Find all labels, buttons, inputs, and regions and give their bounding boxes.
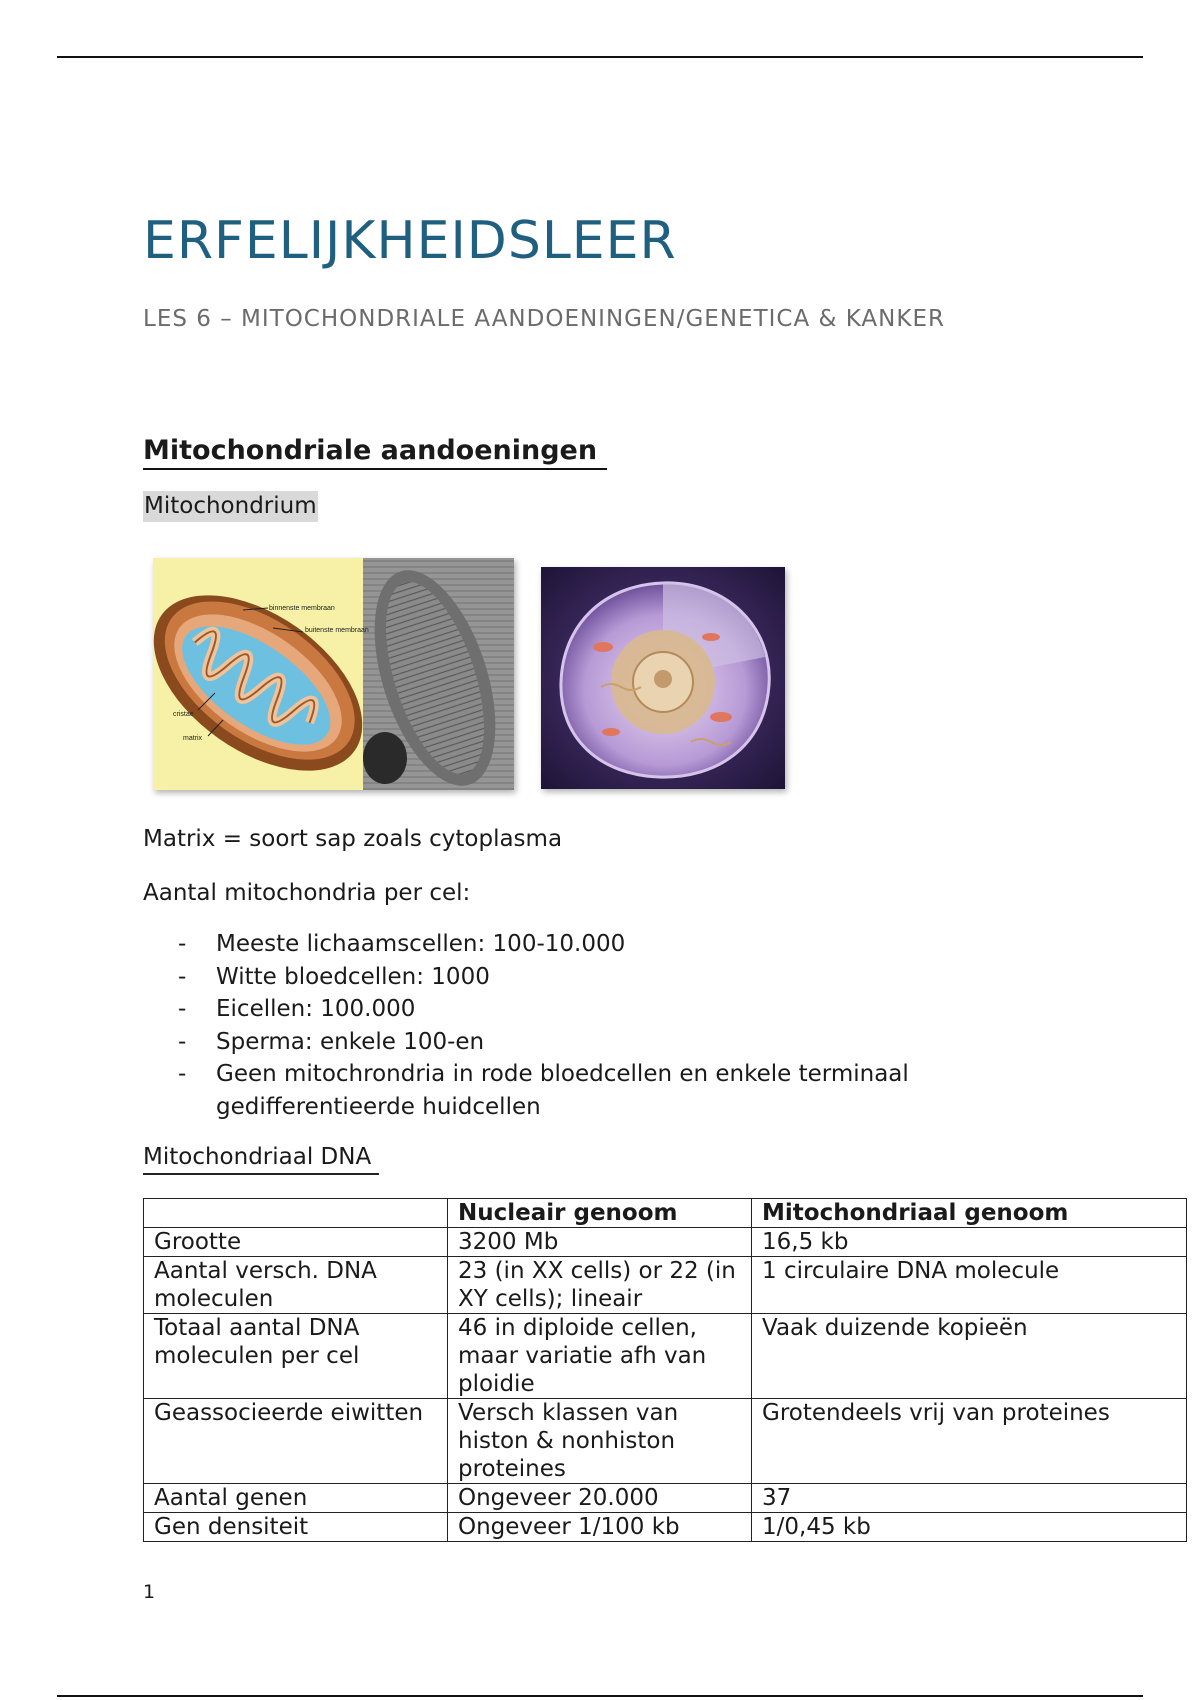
- table-cell: 23 (in XX cells) or 22 (in XY cells); lineair: [448, 1257, 752, 1314]
- list-item: [178, 928, 998, 961]
- mitochondrion-figure: [153, 558, 514, 790]
- table-cell: Ongeveer 20.000: [448, 1484, 752, 1513]
- section-heading: Mitochondriale aandoeningen: [143, 434, 607, 470]
- table-cell: Totaal aantal DNA moleculen per cel: [144, 1314, 448, 1399]
- table-row: [144, 1257, 1187, 1314]
- table-row: [144, 1513, 1187, 1542]
- table-header-cell: Nucleair genoom: [448, 1199, 752, 1228]
- mitochondrion-illustration: [153, 558, 514, 790]
- bullet-dash: -: [178, 963, 187, 990]
- table-row: [144, 1314, 1187, 1399]
- table-cell: 1/0,45 kb: [752, 1513, 1187, 1542]
- bullet-dash: -: [178, 996, 187, 1022]
- list-item: [178, 961, 998, 994]
- table-header-row: [144, 1199, 1187, 1228]
- list-item-text: Geen mitochrondria in rode bloedcellen en enkele terminaal gedifferentieerde huidcellen: [216, 1061, 909, 1120]
- footer-rule: [57, 1695, 1143, 1697]
- list-item-text: Eicellen: 100.000: [216, 996, 416, 1022]
- list-item: [178, 1058, 998, 1123]
- list-item-text: Sperma: enkele 100-en: [216, 1028, 485, 1055]
- genome-comparison-table: [143, 1198, 1187, 1542]
- label-cristae: cristae: [173, 711, 194, 718]
- mitochondria-count-list: [178, 928, 998, 1123]
- table-cell: Geassocieerde eiwitten: [144, 1399, 448, 1484]
- list-item: [178, 993, 998, 1026]
- table-cell: Grootte: [144, 1228, 448, 1257]
- document-subtitle: LES 6 – MITOCHONDRIALE AANDOENINGEN/GENETICA & KANKER: [143, 306, 945, 332]
- table-cell: 37: [752, 1484, 1187, 1513]
- table-cell: Gen densiteit: [144, 1513, 448, 1542]
- matrix-definition: Matrix = soort sap zoals cytoplasma: [143, 826, 563, 852]
- label-inner-membrane: binnenste membraan: [269, 605, 335, 612]
- bullet-dash: -: [178, 1028, 187, 1055]
- table-cell: Aantal genen: [144, 1484, 448, 1513]
- table-cell: Aantal versch. DNA moleculen: [144, 1257, 448, 1314]
- table-header-cell: [144, 1199, 448, 1228]
- table-cell: Grotendeels vrij van proteines: [752, 1399, 1187, 1484]
- table-cell: 46 in diploide cellen, maar variatie afh van ploidie: [448, 1314, 752, 1399]
- table-cell: Ongeveer 1/100 kb: [448, 1513, 752, 1542]
- list-item-text: Witte bloedcellen: 1000: [216, 963, 490, 990]
- bullet-dash: -: [178, 931, 187, 957]
- table-cell: Vaak duizende kopieën: [752, 1314, 1187, 1399]
- table-row: [144, 1399, 1187, 1484]
- table-row: [144, 1484, 1187, 1513]
- table-cell: 16,5 kb: [752, 1228, 1187, 1257]
- header-rule: [57, 56, 1143, 58]
- table-row: [144, 1228, 1187, 1257]
- document-title: ERFELIJKHEIDSLEER: [143, 211, 677, 271]
- table-cell: Versch klassen van histon & nonhiston proteines: [448, 1399, 752, 1484]
- page-number: 1: [143, 1581, 156, 1603]
- label-matrix: matrix: [183, 735, 203, 742]
- highlighted-subheading: Mitochondrium: [143, 491, 318, 522]
- table-header-cell: Mitochondriaal genoom: [752, 1199, 1187, 1228]
- label-outer-membrane: buitenste membraan: [305, 627, 369, 634]
- bullet-dash: -: [178, 1061, 187, 1087]
- table-cell: 3200 Mb: [448, 1228, 752, 1257]
- dna-subheading: Mitochondriaal DNA: [143, 1143, 379, 1175]
- count-intro: Aantal mitochondria per cel:: [143, 880, 471, 906]
- list-item-text: Meeste lichaamscellen: 100-10.000: [216, 931, 626, 957]
- list-item: [178, 1026, 998, 1059]
- cell-figure: [541, 567, 785, 789]
- table-cell: 1 circulaire DNA molecule: [752, 1257, 1187, 1314]
- animal-cell-illustration: [541, 567, 785, 789]
